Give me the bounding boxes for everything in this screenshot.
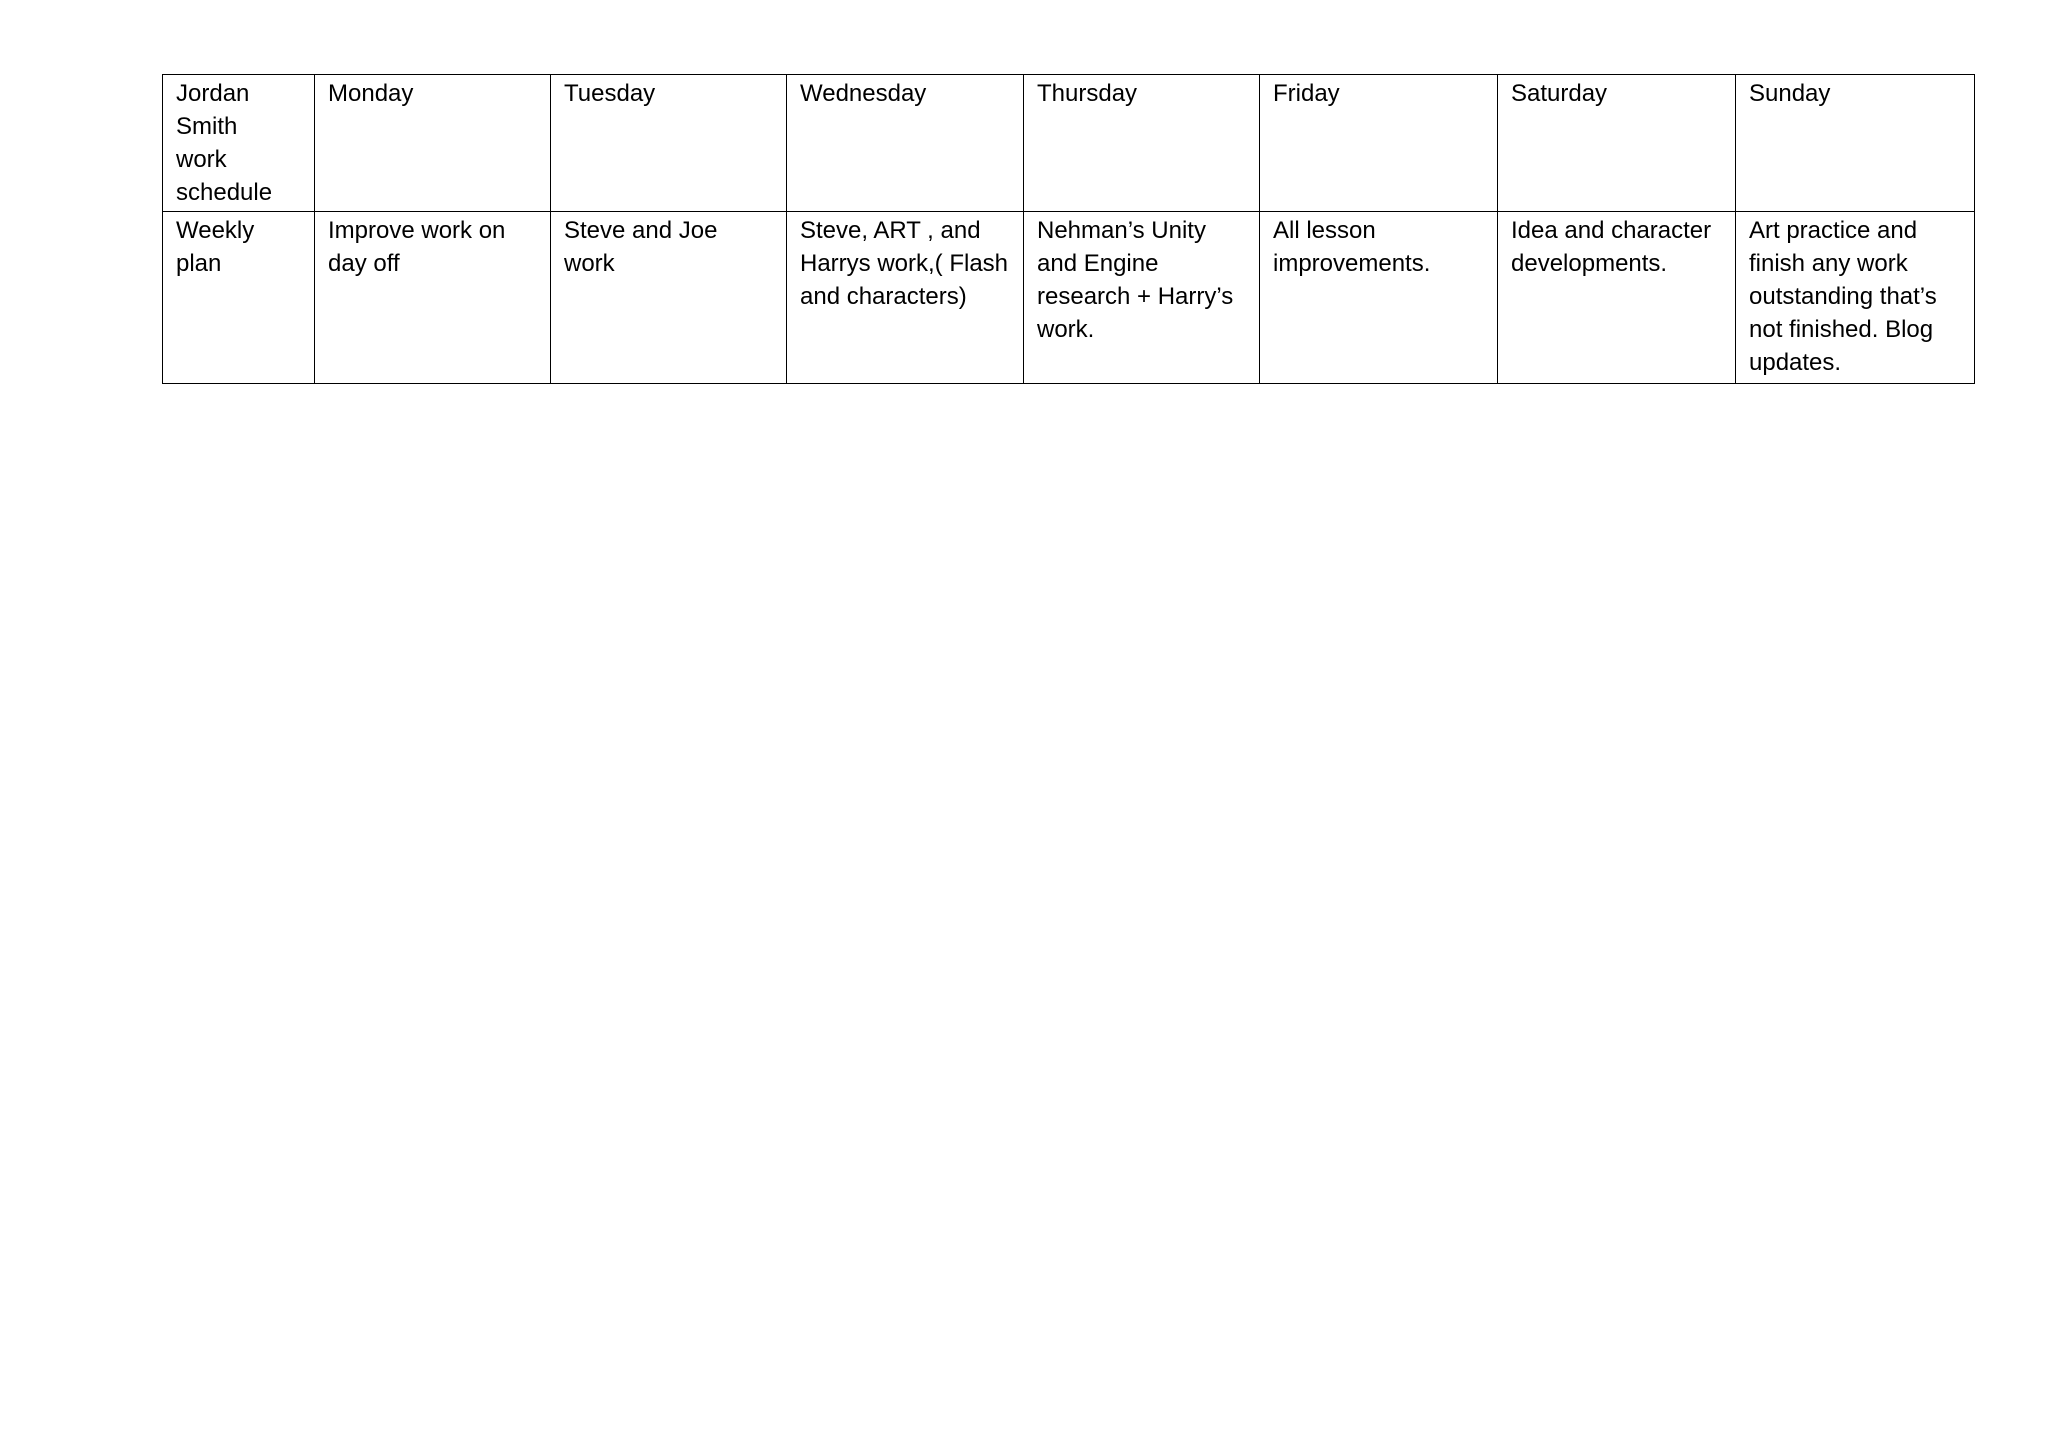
plan-cell-thursday: Nehman’s Unity and Engine research + Harry’s work. [1024, 212, 1260, 384]
weekly-plan-row [163, 212, 1975, 384]
schedule-owner-cell [163, 75, 315, 212]
day-header-friday: Friday [1260, 75, 1498, 212]
plan-cell-wednesday: Steve, ART , and Harrys work,( Flash and characters) [787, 212, 1024, 384]
day-header-thursday: Thursday [1024, 75, 1260, 212]
plan-cell-monday: Improve work on day off [315, 212, 551, 384]
row-label-weekly-plan: Weekly plan [163, 212, 315, 384]
day-header-saturday: Saturday [1498, 75, 1736, 212]
schedule-owner-name: Jordan Smith [176, 80, 250, 140]
plan-cell-sunday: Art practice and finish any work outstanding that’s not finished. Blog updates. [1736, 212, 1975, 384]
header-row [163, 75, 1975, 212]
day-header-monday: Monday [315, 75, 551, 212]
plan-cell-saturday: Idea and character developments. [1498, 212, 1736, 384]
plan-cell-tuesday: Steve and Joe work [551, 212, 787, 384]
weekly-schedule-table [162, 74, 1975, 384]
plan-cell-friday: All lesson improvements. [1260, 212, 1498, 384]
schedule-owner-subtitle: work schedule [176, 146, 273, 206]
day-header-wednesday: Wednesday [787, 75, 1024, 212]
day-header-sunday: Sunday [1736, 75, 1975, 212]
day-header-tuesday: Tuesday [551, 75, 787, 212]
